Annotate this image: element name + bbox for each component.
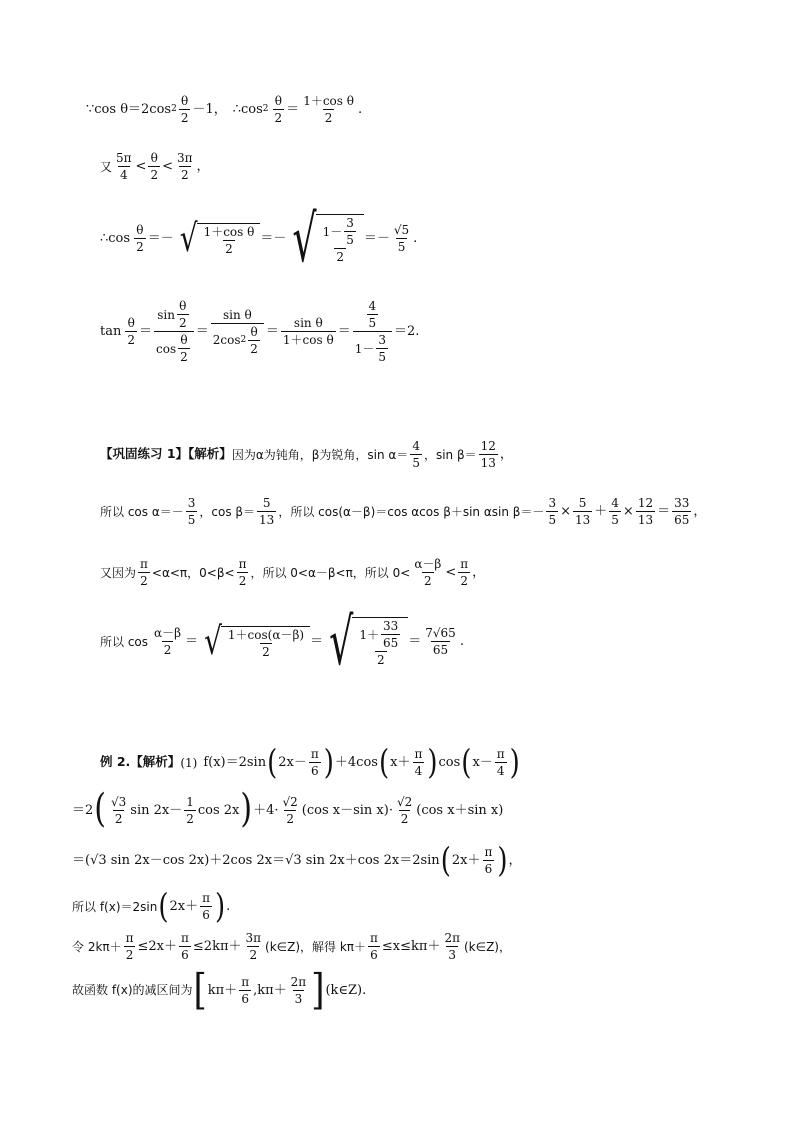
radicand	[221, 626, 310, 658]
fraction	[114, 152, 134, 181]
math-text: ＝	[185, 634, 199, 649]
math-text: √5	[393, 223, 410, 237]
math-text: (cos x－sin x)·	[301, 802, 393, 818]
fraction	[442, 932, 462, 961]
math-text: θ	[180, 333, 188, 347]
math-text: 2x－	[278, 755, 307, 770]
fraction	[367, 300, 379, 329]
math-text: 2	[238, 574, 247, 588]
math-text: √2	[282, 794, 298, 809]
math-text: 2	[163, 643, 172, 657]
math-text: sin θ	[222, 307, 252, 322]
example-2-line-3	[72, 841, 522, 880]
fraction	[381, 620, 400, 649]
fraction	[134, 224, 146, 253]
fraction	[184, 796, 196, 825]
math-text: π	[202, 891, 210, 905]
math-text: ≤2x＋	[137, 939, 178, 954]
math-text: 1＋cos θ	[282, 333, 334, 347]
section-heading: 例 2.【解析】	[100, 754, 181, 770]
math-text: θ	[136, 223, 144, 237]
math-text: θ	[250, 324, 258, 339]
formula-cos-double-angle	[86, 95, 362, 124]
fraction	[202, 226, 257, 255]
math-text: ＝(√3 sin 2x－cos 2x)＋2cos 2x＝√3 sin 2x＋cos 2x＝2sin	[72, 853, 440, 868]
math-text: cos	[438, 755, 461, 770]
math-text: 33	[382, 619, 399, 633]
fraction	[186, 497, 198, 526]
math-text: √2	[396, 794, 413, 809]
math-text: α－β	[414, 557, 442, 571]
math-text: π	[414, 747, 423, 761]
math-text: π	[484, 845, 493, 859]
math-text: 33	[674, 496, 690, 510]
math-text: π	[496, 747, 505, 761]
math-text: 2	[171, 104, 177, 114]
math-text: (k∈Z)，解得 kπ＋	[265, 939, 367, 954]
radicand	[352, 617, 408, 666]
fraction	[200, 892, 212, 921]
math-text: 6	[181, 948, 189, 962]
fraction	[175, 152, 195, 181]
fraction	[412, 558, 443, 587]
math-text: 12	[637, 496, 654, 510]
fraction	[609, 497, 621, 526]
math-text: 3	[548, 496, 557, 510]
fraction	[281, 317, 336, 346]
math-text: ＝	[139, 324, 153, 339]
math-text: ×	[560, 504, 571, 519]
fraction	[109, 796, 128, 825]
math-text: .	[226, 899, 231, 914]
fraction	[289, 976, 309, 1005]
math-text: ＝－	[260, 231, 287, 246]
math-text: 4	[496, 764, 505, 778]
math-text: tan	[100, 324, 122, 339]
math-text: 2	[250, 341, 258, 356]
fraction	[546, 497, 558, 526]
math-text: 2	[180, 111, 189, 125]
parenthesis: (	[158, 887, 169, 926]
radical-sign: √	[179, 215, 198, 261]
math-text: 所以 cos	[100, 634, 149, 649]
radical-sign: √	[292, 201, 317, 276]
math-text: 2	[125, 948, 134, 962]
math-text: 12	[480, 439, 496, 453]
fraction	[239, 976, 251, 1005]
math-text: ≤x≤kπ＋	[381, 939, 441, 954]
fraction	[226, 629, 306, 658]
math-text: 令 2kπ＋	[72, 939, 122, 954]
math-text: ＝	[337, 324, 351, 339]
fraction	[636, 497, 655, 526]
math-text: ＋4cos	[334, 755, 378, 770]
math-text: 所以 cos α＝－	[100, 504, 184, 519]
math-text: 2	[127, 333, 135, 347]
math-text: ＝	[286, 102, 300, 117]
parenthesis: (	[267, 743, 278, 782]
square-root	[329, 604, 408, 679]
formula-range	[100, 152, 210, 181]
parenthesis: (	[440, 841, 451, 880]
fraction	[281, 796, 300, 825]
math-text: 5	[548, 513, 557, 527]
fraction	[152, 627, 183, 656]
math-text: ∴cos	[232, 102, 263, 117]
square-root	[204, 618, 310, 664]
math-text: 6	[202, 908, 210, 922]
math-text: 5	[368, 316, 377, 330]
math-text: ，所以 cos(α－β)＝cos αcos β＋sin αsin β＝－	[278, 504, 545, 519]
math-text: θ	[274, 94, 282, 108]
math-text: ＝	[310, 634, 324, 649]
math-text: 2	[262, 644, 270, 659]
math-text: θ	[127, 316, 135, 330]
math-text: π	[238, 557, 247, 571]
math-text: ≤2kπ＋	[192, 939, 242, 954]
math-text: cos 2x	[197, 802, 240, 818]
math-text: 5	[262, 496, 271, 510]
fraction	[368, 932, 380, 961]
math-text: 4	[611, 496, 619, 510]
math-text: <	[162, 159, 173, 174]
math-text: ，	[196, 159, 210, 174]
math-text: 1＋cos(α－β)	[227, 627, 305, 642]
radical-sign: √	[204, 618, 222, 664]
math-text: <α<π，0<β<	[151, 565, 235, 580]
math-text: .	[413, 231, 418, 246]
math-text: π	[310, 747, 319, 761]
fraction	[412, 748, 424, 777]
fraction	[573, 497, 592, 526]
math-text: 13	[259, 513, 275, 527]
bracket: ]	[311, 965, 325, 1015]
because-symbol: ∵	[86, 102, 95, 117]
fraction	[309, 748, 321, 777]
math-text: .	[357, 102, 363, 117]
math-text: 2	[178, 316, 187, 330]
fraction	[423, 627, 458, 656]
practice-1-line-4	[100, 604, 464, 679]
math-text: 3π	[177, 151, 193, 165]
fraction	[353, 300, 392, 363]
math-text: 2	[225, 241, 233, 256]
math-text: θ	[150, 151, 158, 165]
math-text: ＝	[195, 324, 209, 339]
math-text: 2	[262, 104, 269, 114]
math-text: 6	[484, 862, 493, 876]
example-2-line-6	[72, 965, 367, 1015]
math-text: 3	[378, 333, 386, 347]
fraction	[237, 558, 249, 587]
fraction	[124, 932, 136, 961]
math-text: ,kπ＋	[253, 982, 287, 998]
fraction	[257, 497, 276, 526]
fraction	[321, 217, 360, 263]
math-text: 13	[480, 456, 496, 470]
math-text: 3	[294, 991, 303, 1006]
example-2-line-1	[100, 743, 521, 782]
math-text: 3π	[245, 931, 262, 945]
fraction	[357, 620, 404, 666]
math-text: (k∈Z)，	[463, 939, 511, 954]
math-text: 2π	[290, 974, 307, 989]
math-text: 1－	[322, 224, 343, 239]
math-text: 13	[637, 513, 654, 527]
math-text: 2	[286, 811, 294, 826]
fraction	[244, 932, 264, 961]
formula-cos-half	[100, 201, 418, 276]
math-text: 1	[186, 794, 194, 809]
math-text: 2	[186, 811, 194, 826]
math-text: .	[459, 634, 464, 649]
fraction	[138, 558, 150, 587]
math-text: ＝2.	[394, 324, 420, 339]
math-text: √3	[111, 794, 127, 809]
example-2-line-2	[72, 786, 504, 833]
math-text: 5π	[116, 151, 132, 165]
math-text: kπ＋	[207, 982, 238, 998]
square-root	[179, 215, 261, 261]
math-text: ，	[472, 565, 486, 580]
fraction	[495, 748, 507, 777]
math-text: π	[370, 931, 378, 945]
math-text: 1＋cos θ	[203, 224, 255, 239]
math-text: 4	[119, 168, 128, 182]
math-text: 2	[324, 111, 333, 125]
math-text: 故函数 f(x)的减区间为	[72, 983, 193, 997]
math-text: <	[135, 159, 147, 174]
math-text: π	[140, 557, 148, 571]
math-text: 5	[346, 233, 354, 247]
math-text: sin 2x－	[130, 802, 183, 818]
math-text: 65	[674, 513, 690, 527]
math-text: 2	[136, 240, 144, 254]
math-text: 2	[400, 811, 409, 826]
math-text: ＝	[265, 324, 279, 339]
math-text: π	[181, 931, 189, 945]
math-text: sin θ	[293, 316, 323, 330]
math-text: 2	[249, 948, 258, 962]
fraction	[273, 95, 285, 124]
math-text: cos θ＝2cos	[94, 102, 172, 117]
math-text: ，	[499, 447, 513, 462]
math-text: ，所以 0<α－β<π，所以 0<	[250, 565, 411, 580]
radicand	[197, 223, 261, 255]
fraction	[211, 309, 264, 355]
math-text: 7√65	[425, 626, 456, 640]
parenthesis: )	[323, 743, 334, 782]
math-text: ＝2	[72, 802, 94, 818]
math-text: (k∈Z).	[325, 982, 367, 998]
fraction	[479, 440, 498, 469]
example-2-line-4	[72, 887, 231, 926]
math-text: 13	[574, 513, 591, 527]
math-text: 4	[368, 299, 377, 313]
fraction	[395, 796, 414, 825]
fraction	[179, 95, 191, 124]
math-text: 5	[412, 456, 420, 470]
math-text: 又	[100, 159, 113, 174]
radical-sign: √	[329, 604, 354, 679]
math-text: ，	[693, 504, 707, 519]
math-text: ，cos β＝	[199, 504, 256, 519]
fraction	[301, 95, 356, 124]
math-text: 2	[180, 350, 188, 364]
formula-tan-half	[100, 300, 419, 363]
practice-1-line-2	[100, 497, 706, 526]
math-text: 65	[432, 643, 449, 657]
math-text: sin	[157, 307, 175, 322]
math-text: 2x＋	[451, 853, 481, 868]
math-text: 2	[274, 111, 283, 125]
fraction	[179, 932, 191, 961]
math-text: 2	[460, 574, 469, 588]
math-text: 6	[310, 764, 319, 778]
parenthesis: )	[509, 743, 520, 782]
math-text: <	[445, 565, 457, 580]
radicand	[316, 214, 364, 263]
math-text: π	[241, 974, 250, 989]
fraction	[125, 317, 137, 346]
math-text: 2cos	[212, 333, 241, 347]
fraction	[148, 152, 160, 181]
math-text: 4	[414, 764, 423, 778]
math-text: 2	[336, 250, 345, 264]
math-text: ＝	[657, 504, 671, 519]
parenthesis: (	[378, 743, 390, 782]
math-text: (cos x＋sin x)	[416, 802, 504, 818]
math-text: 所以 f(x)＝2sin	[72, 899, 158, 914]
math-text: π	[125, 931, 134, 945]
math-text: 2	[140, 574, 148, 588]
math-text: 5	[397, 240, 406, 254]
fraction	[482, 846, 494, 875]
fraction	[344, 217, 356, 246]
practice-1-line-3	[100, 558, 485, 587]
math-text: 4	[412, 439, 420, 453]
math-text: ＝	[408, 634, 422, 649]
example-2-line-5	[72, 932, 511, 961]
math-text: π	[460, 557, 469, 571]
math-text: 6	[241, 991, 249, 1006]
fraction	[392, 224, 411, 253]
math-text: f(x)＝2sin	[203, 755, 267, 770]
math-text: －1，	[192, 102, 227, 117]
math-text: 3	[346, 216, 354, 230]
math-text: 65	[382, 636, 399, 650]
math-text: 1－	[354, 341, 375, 356]
math-text: ，	[508, 853, 522, 868]
fraction	[177, 300, 189, 329]
math-text: 5	[378, 350, 386, 364]
math-text: ＋4·	[253, 802, 279, 818]
math-text: 5	[611, 513, 619, 527]
math-text: 2	[180, 168, 189, 182]
section-heading: 【巩固练习 1】【解析】	[100, 446, 232, 462]
math-text: x－	[472, 755, 493, 770]
math-text: 2	[150, 168, 159, 182]
math-text: 2	[114, 811, 123, 826]
math-text: ＝－	[147, 231, 174, 246]
math-text: 1＋	[359, 627, 379, 642]
math-text: (1)	[180, 755, 198, 770]
math-text: 5	[578, 496, 587, 510]
math-text: ，sin β＝	[423, 447, 477, 462]
parenthesis: (	[94, 786, 106, 833]
bracket: [	[193, 965, 207, 1015]
math-text: cos	[156, 341, 177, 356]
math-text: 6	[370, 948, 378, 962]
math-text: 又因为	[100, 565, 137, 580]
fraction	[178, 334, 190, 363]
parenthesis: )	[215, 887, 226, 926]
math-text: x＋	[390, 755, 411, 770]
fraction	[672, 497, 691, 526]
parenthesis: )	[427, 743, 438, 782]
math-text: 2	[424, 574, 432, 588]
math-text: ×	[622, 504, 634, 519]
math-text: ∴cos	[100, 231, 131, 246]
fraction	[248, 326, 260, 355]
math-text: 2x＋	[169, 899, 199, 914]
fraction	[410, 440, 422, 469]
math-text: 2π	[444, 931, 460, 945]
math-text: α－β	[154, 626, 182, 640]
fraction	[458, 558, 470, 587]
math-text: 因为α为钝角，β为锐角，sin α＝	[231, 447, 409, 462]
fraction	[154, 300, 194, 363]
math-text: 3	[448, 948, 457, 962]
practice-1-line-1	[100, 440, 513, 469]
math-text: ＋	[594, 504, 608, 519]
math-text: θ	[179, 299, 187, 313]
math-text: 3	[187, 496, 196, 510]
math-text: 5	[187, 513, 196, 527]
parenthesis: (	[461, 743, 472, 782]
math-text: 1＋cos θ	[303, 94, 354, 108]
parenthesis: )	[240, 786, 253, 833]
math-text: ＝－	[363, 231, 390, 246]
math-text: θ	[181, 94, 189, 108]
parenthesis: )	[497, 841, 508, 880]
math-text: 2	[240, 334, 247, 345]
math-text: 2	[376, 653, 385, 667]
fraction	[376, 334, 388, 363]
square-root	[292, 201, 364, 276]
